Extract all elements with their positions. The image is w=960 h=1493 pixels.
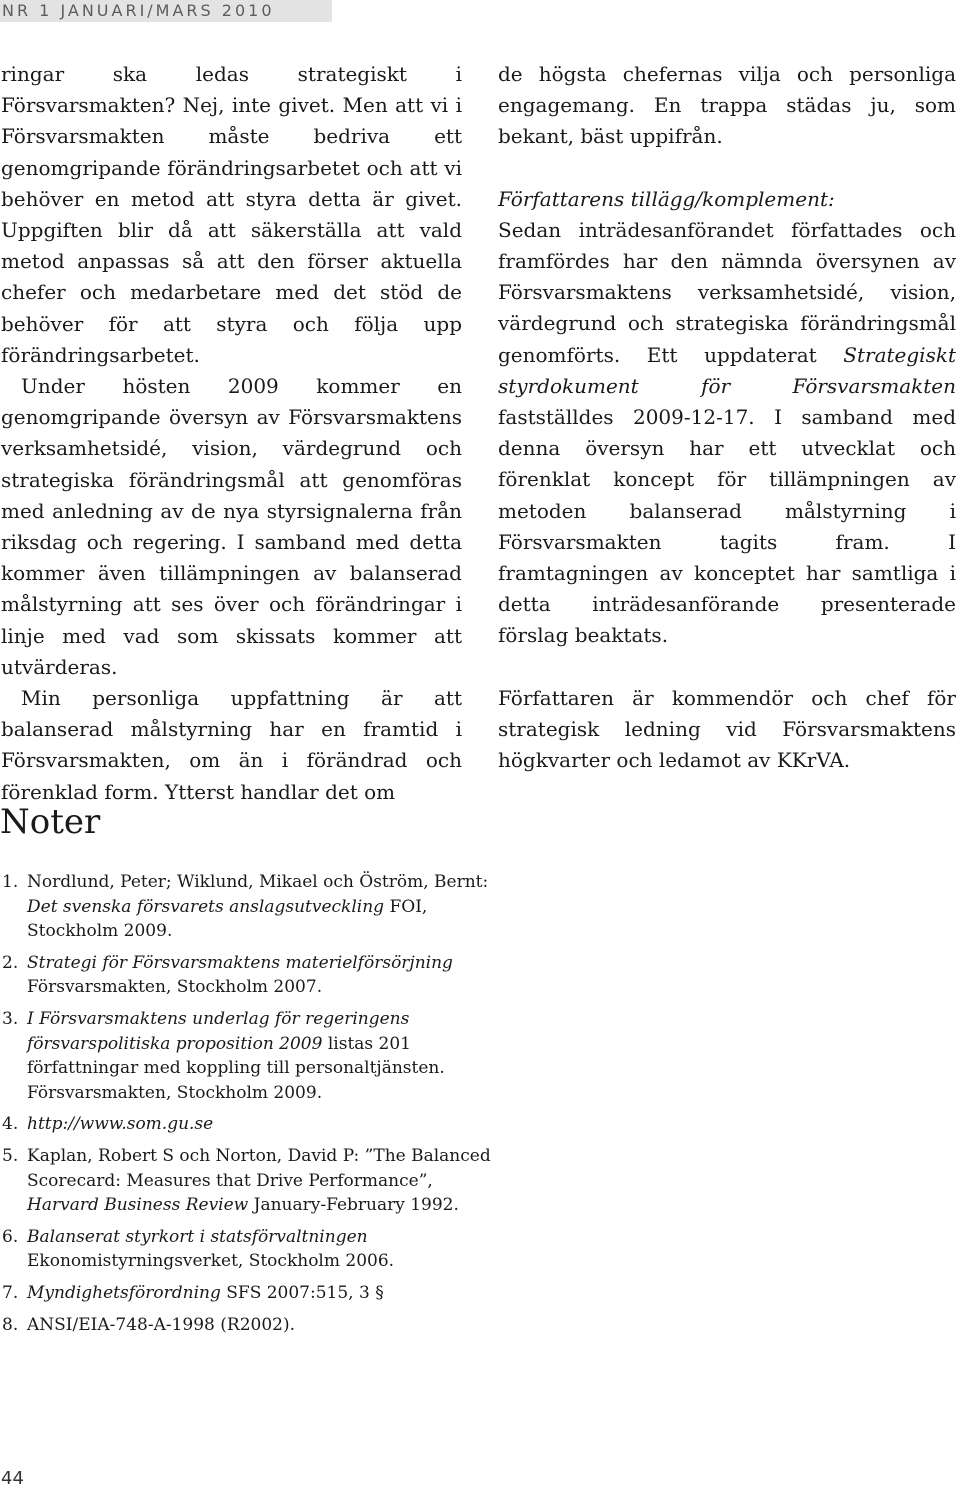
- note-italic: Myndighetsförordning: [27, 1282, 221, 1303]
- note-number: 2.: [2, 952, 19, 973]
- note-number: 4.: [2, 1114, 19, 1135]
- addendum-text-2: fastställdes 2009-12-17. I samband med denna översyn har ett utvecklat och förenklat koncept för tillämpningen av metoden balanserad målstyrning i Försvarsmakten tagits fram. I framtagningen av konceptet har samtliga i detta inträdesanförande presenterade förslag beaktats.: [498, 405, 956, 648]
- page-number: 44: [1, 1468, 24, 1489]
- note-item: [0, 870, 500, 944]
- notes-list: [0, 870, 500, 1344]
- addendum-italic-title: Strategiskt styrdokument för Försvarsmakten: [498, 342, 956, 398]
- note-text: Försvarsmakten, Stockholm 2007.: [27, 977, 323, 998]
- right-column: [498, 59, 956, 776]
- note-number: 6.: [2, 1226, 19, 1247]
- note-italic: Balanserat styrkort i statsförvaltningen: [27, 1226, 368, 1247]
- note-text: FOI, Stockholm 2009.: [27, 896, 428, 942]
- note-item: [0, 1225, 500, 1274]
- body-paragraph-4: de högsta chefernas vilja och personliga engagemang. En trappa städas ju, som bekant, bäst uppifrån.: [498, 62, 956, 149]
- note-text: January-February 1992.: [248, 1195, 459, 1216]
- note-item: [0, 1007, 500, 1105]
- note-text: SFS 2007:515, 3 §: [220, 1282, 384, 1303]
- note-number: 3.: [2, 1008, 19, 1029]
- note-italic: Strategi för Försvarsmaktens materielförsörjning: [27, 952, 453, 973]
- running-header: NR 1 JANUARI/MARS 2010: [0, 0, 332, 22]
- note-text: Ekonomistyrningsverket, Stockholm 2006.: [27, 1251, 395, 1272]
- note-item: [0, 1281, 500, 1306]
- note-number: 8.: [2, 1314, 19, 1335]
- author-note: Författaren är kommendör och chef för strategisk ledning vid Försvarsmaktens högkvarter och ledamot av KKrVA.: [498, 685, 956, 773]
- body-paragraph-2: Under hösten 2009 kommer en genomgripande översyn av Försvarsmaktens verksamhetsidé, vision, värdegrund och strategiska förändringsmål att genomföras med anledning av de nya styrsignalerna från riksdag och regering. I samband med detta kommer även tillämpningen av balanserad målstyrning att ses över och förändringar i linje med vad som skissats kommer att utvärderas.: [1, 374, 462, 679]
- note-number: 1.: [2, 872, 19, 892]
- body-paragraph-3: Min personliga uppfattning är att balanserad målstyrning har en framtid i Försvarsmakten, om än i förändrad och förenklad form. Ytterst handlar det om: [1, 686, 462, 804]
- addendum-paragraph: [498, 184, 956, 652]
- note-text: Kaplan, Robert S och Norton, David P: ”The Balanced Scorecard: Measures that Drive Performance”,: [27, 1145, 491, 1191]
- left-column: [1, 59, 462, 808]
- addendum-label: Författarens tillägg/komplement:: [498, 186, 835, 211]
- note-text: listas 201 författningar med koppling till personaltjänsten. Försvarsmakten, Stockholm 2009.: [27, 1033, 445, 1103]
- note-number: 5.: [2, 1145, 19, 1166]
- note-text: ANSI/EIA-748-A-1998 (R2002).: [27, 1314, 295, 1335]
- note-italic: I Försvarsmaktens underlag för regeringens försvarspolitiska proposition 2009: [27, 1008, 410, 1054]
- note-text: Nordlund, Peter; Wiklund, Mikael och Öström, Bernt:: [27, 872, 489, 892]
- note-item: [0, 1144, 500, 1218]
- note-italic: Det svenska försvarets anslagsutveckling: [27, 896, 385, 917]
- note-item: [0, 1112, 500, 1137]
- notes-title: Noter: [0, 802, 101, 842]
- note-item: [0, 1313, 500, 1338]
- note-item: [0, 951, 500, 1000]
- addendum-text-1: Sedan inträdesanförandet författades och framfördes har den nämnda översynen av Försvarsmaktens verksamhetsidé, vision, värdegrund och strategiska förändringsmål genomförts. Ett uppdaterat: [498, 217, 956, 367]
- note-number: 7.: [2, 1282, 19, 1303]
- note-link[interactable]: http://www.som.gu.se: [27, 1114, 214, 1135]
- note-italic: Harvard Business Review: [27, 1195, 249, 1216]
- body-paragraph-1: ringar ska ledas strategiskt i Försvarsmakten? Nej, inte givet. Men att vi i Försvarsmakten måste bedriva ett genomgripande förändringsarbetet och att vi behöver en metod att styra detta är givet. Uppgiften blir då att säkerställa att vald metod anpassas så att den förser aktuella chefer och medarbetare med det stöd de behöver för att styra och följa upp förändringsarbetet.: [1, 62, 462, 367]
